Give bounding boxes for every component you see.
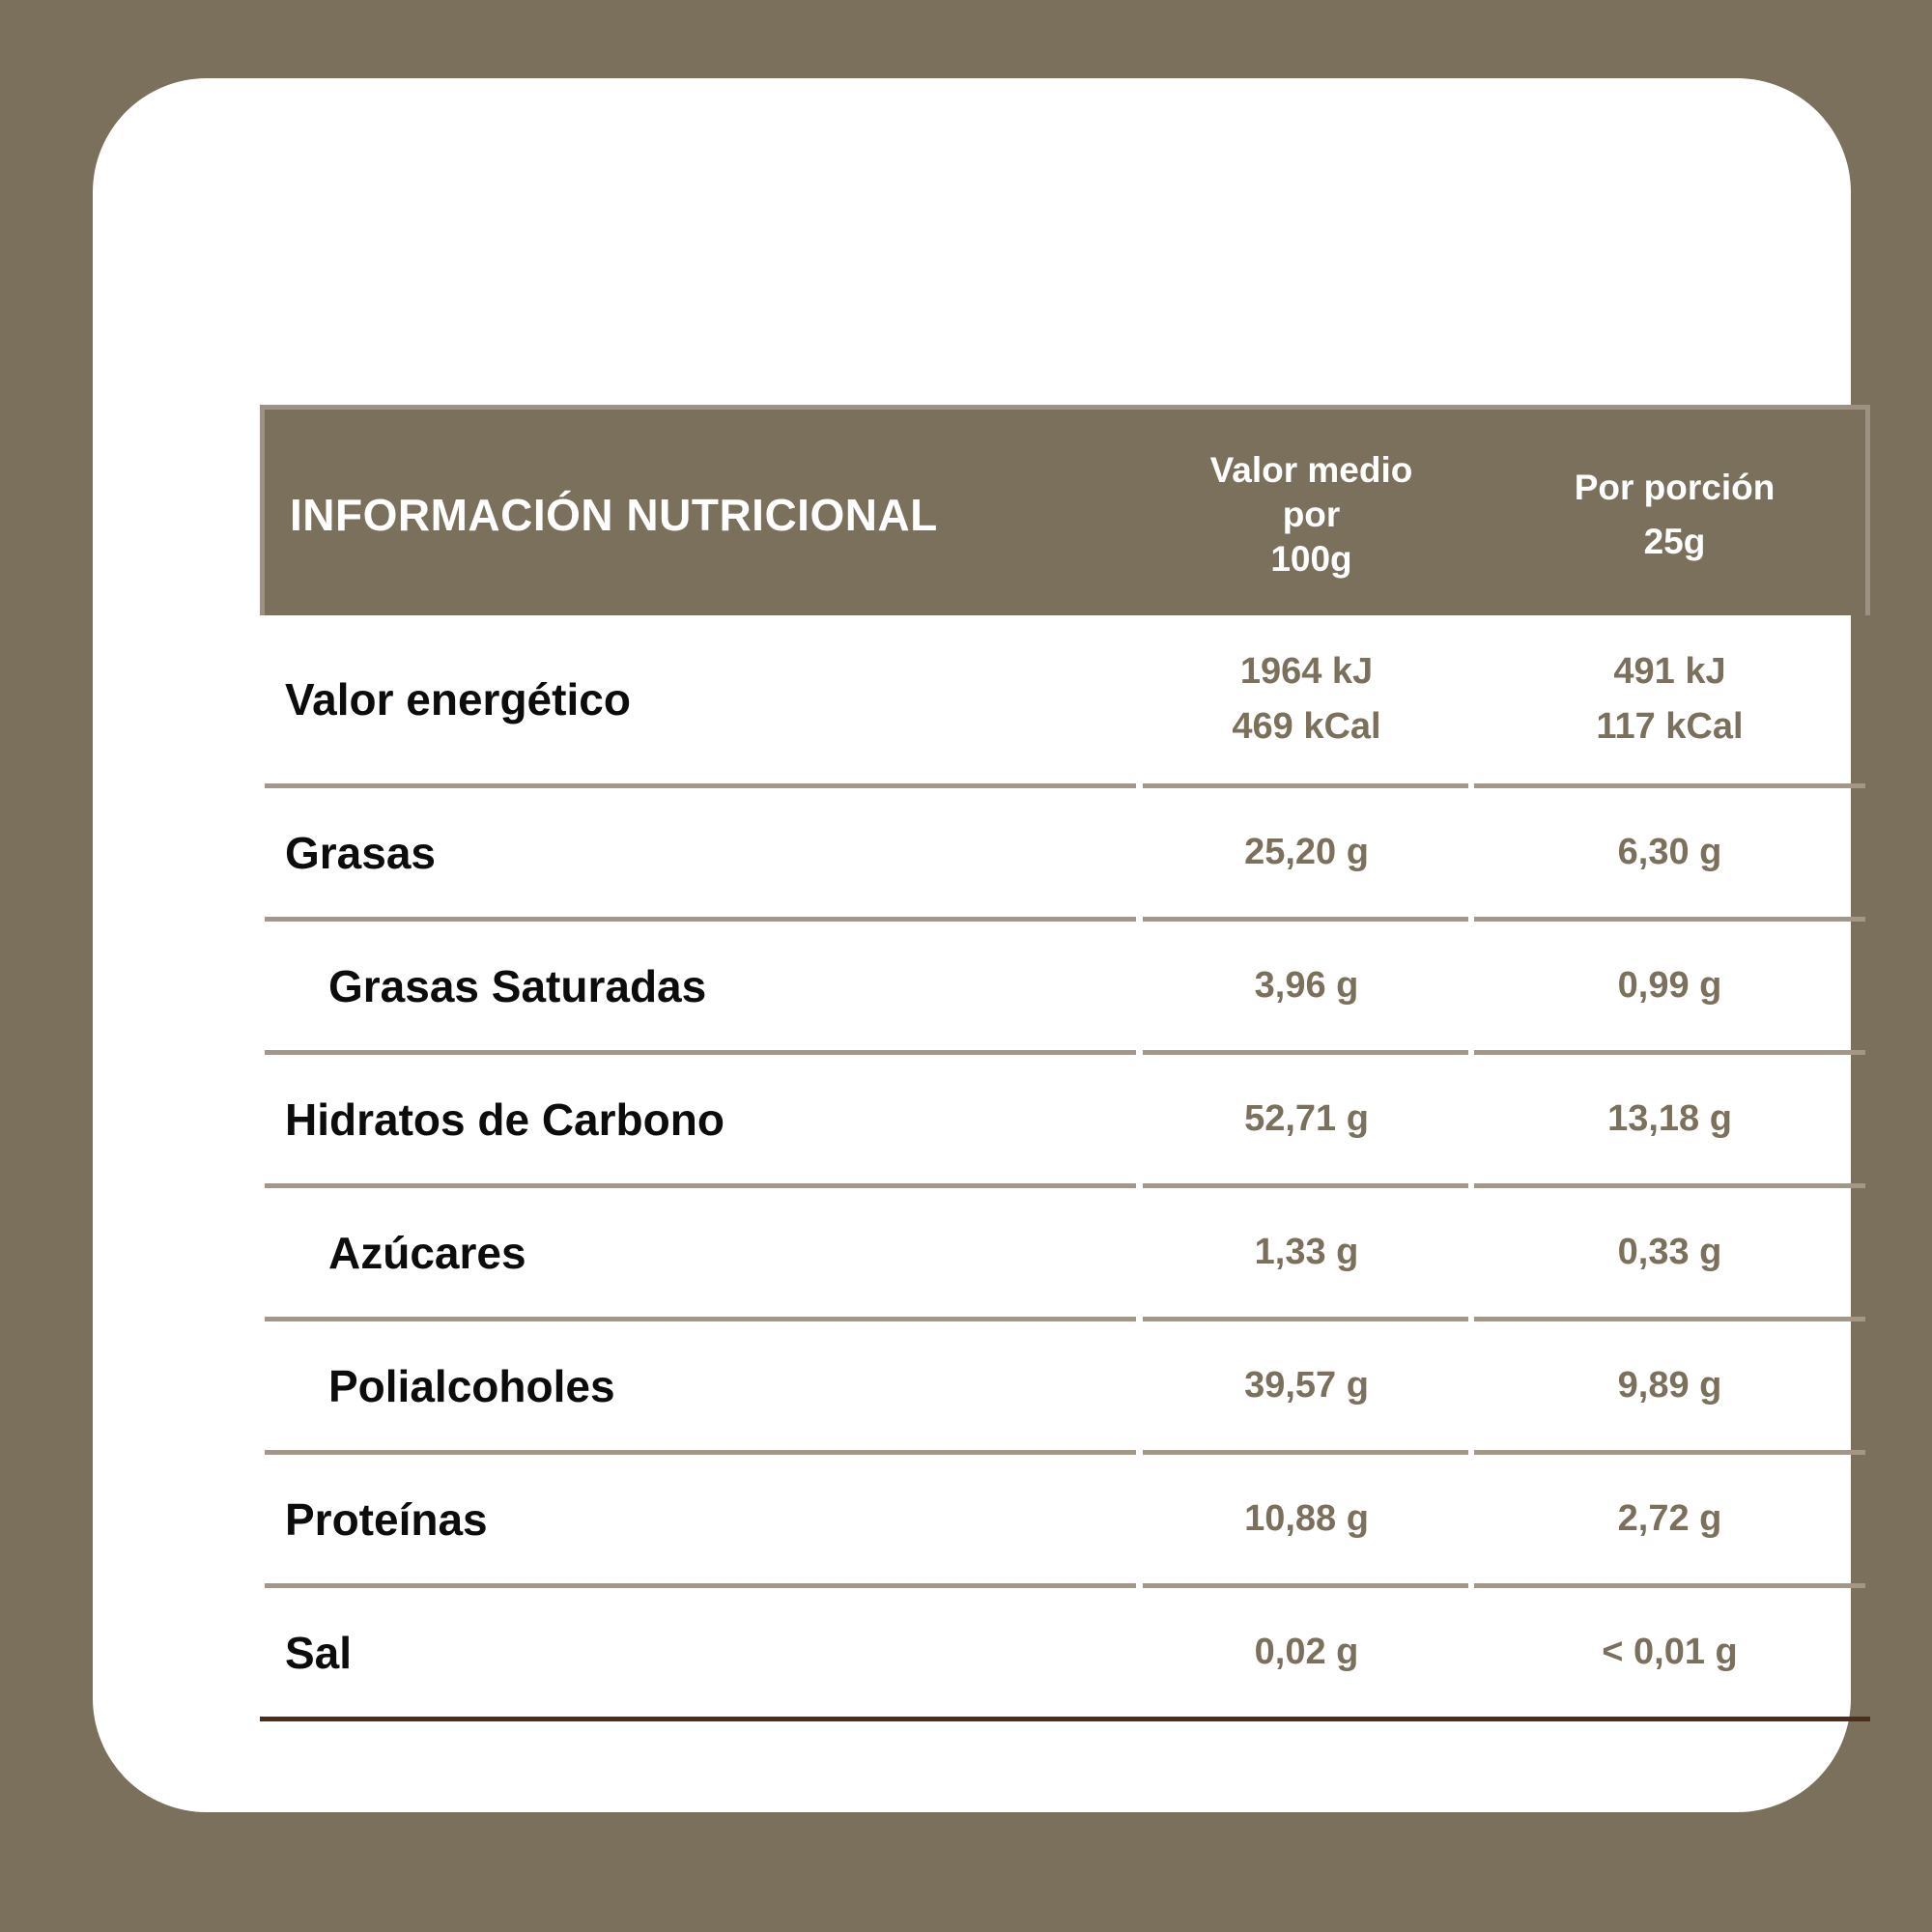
header-per-portion-line: Por porción [1574, 468, 1776, 507]
value-per-portion [1474, 922, 1865, 1050]
value-per-100g [1144, 1588, 1469, 1717]
row-label: Polialcoholes [328, 1360, 615, 1411]
nutrition-table [260, 405, 1870, 1721]
value-line: 52,71 g [1244, 1098, 1369, 1139]
value-per-100g [1144, 922, 1469, 1050]
value-line: 0,02 g [1254, 1632, 1359, 1672]
value-per-100g [1144, 1188, 1469, 1317]
value-line: 13,18 g [1607, 1098, 1732, 1139]
table-row [260, 922, 1870, 1050]
table-row [260, 788, 1870, 917]
value-per-portion [1474, 1188, 1865, 1317]
value-line: 0,99 g [1617, 965, 1722, 1006]
value-line: 10,88 g [1244, 1498, 1369, 1539]
table-row [260, 1188, 1870, 1317]
table-row [260, 615, 1870, 783]
table-row [260, 1055, 1870, 1183]
table-bottom-rule [260, 1717, 1870, 1721]
header-per-100g [1149, 410, 1474, 620]
value-line: 491 kJ [1613, 651, 1726, 692]
header-per-100g-line: por [1282, 495, 1341, 534]
value-per-100g [1144, 788, 1469, 917]
header-per-portion-line: 25g [1643, 522, 1706, 561]
table-row [260, 1455, 1870, 1583]
nutrition-card [93, 78, 1851, 1812]
row-label: Sal [285, 1627, 353, 1678]
row-label: Azúcares [328, 1227, 526, 1278]
value-line: 3,96 g [1254, 965, 1359, 1006]
row-label: Valor energético [285, 674, 631, 724]
value-line: 25,20 g [1244, 832, 1369, 872]
value-line: 1,33 g [1254, 1232, 1359, 1272]
table-title: INFORMACIÓN NUTRICIONAL [290, 490, 938, 540]
value-line: 469 kCal [1232, 706, 1381, 747]
value-per-portion [1474, 1055, 1865, 1183]
value-per-100g [1144, 1455, 1469, 1583]
header-per-100g-line: Valor medio [1209, 450, 1413, 490]
value-line: 1964 kJ [1239, 651, 1374, 692]
value-per-100g [1144, 615, 1469, 783]
header-per-portion [1479, 410, 1870, 620]
row-label: Grasas Saturadas [328, 960, 707, 1011]
table-header [260, 405, 1870, 615]
value-per-portion [1474, 788, 1865, 917]
row-label: Hidratos de Carbono [285, 1094, 724, 1145]
value-per-portion [1474, 1588, 1865, 1717]
value-per-100g [1144, 1055, 1469, 1183]
table-row [260, 1321, 1870, 1450]
table-row [260, 1588, 1870, 1717]
value-per-portion [1474, 615, 1865, 783]
value-line: 2,72 g [1617, 1498, 1722, 1539]
row-label: Grasas [285, 827, 437, 878]
value-line: 117 kCal [1596, 706, 1744, 747]
value-line: 6,30 g [1617, 832, 1722, 872]
value-per-portion [1474, 1321, 1865, 1450]
value-per-100g [1144, 1321, 1469, 1450]
header-per-100g-line: 100g [1270, 539, 1352, 579]
value-line: 0,33 g [1617, 1232, 1722, 1272]
value-line: 39,57 g [1244, 1365, 1369, 1406]
value-per-portion [1474, 1455, 1865, 1583]
row-label: Proteínas [285, 1493, 488, 1545]
value-line: 9,89 g [1617, 1365, 1722, 1406]
value-line: < 0,01 g [1602, 1632, 1738, 1672]
